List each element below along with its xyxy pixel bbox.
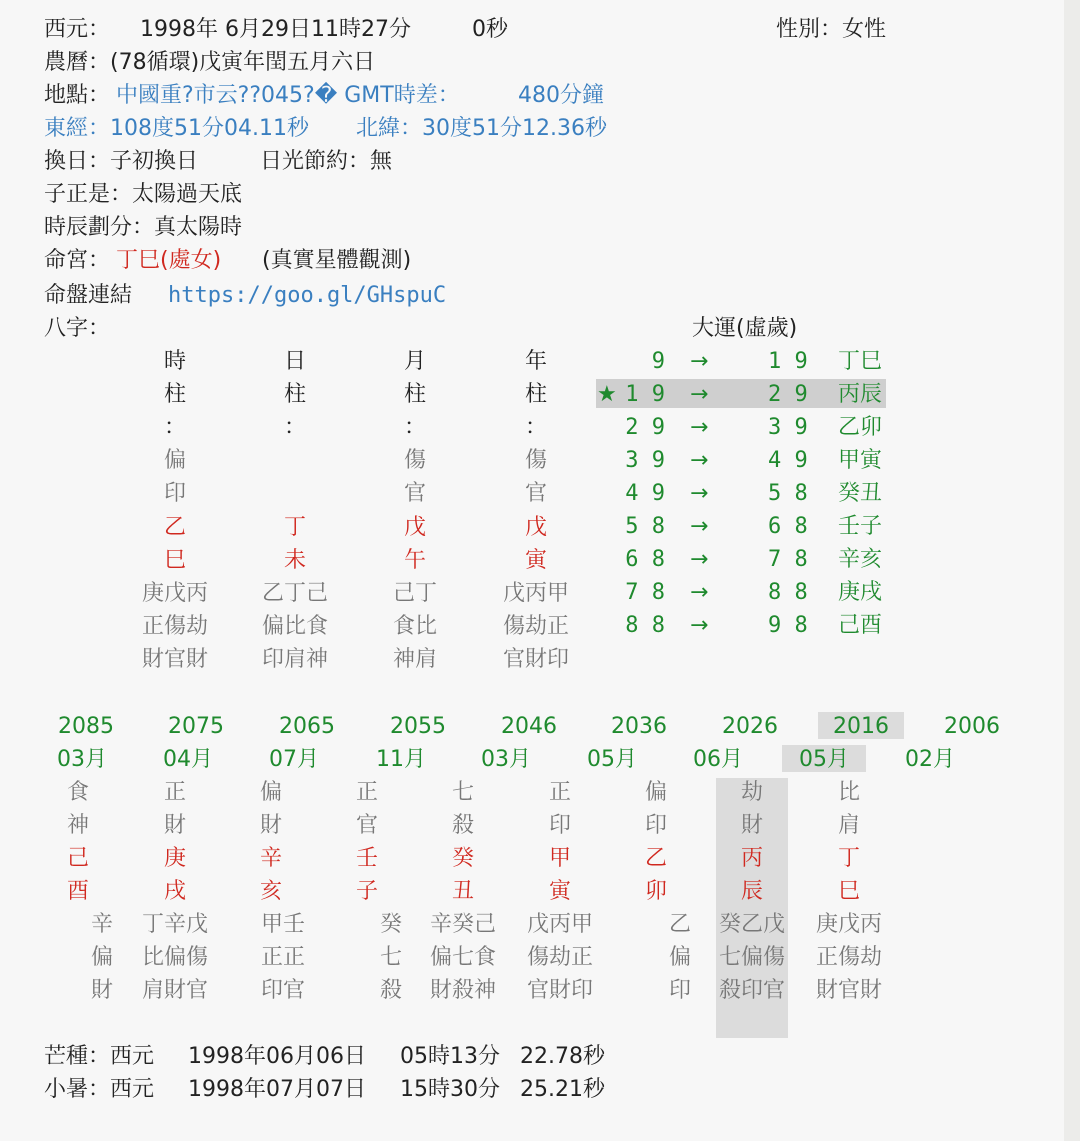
lunar-date: 農曆：(78循環)戊寅年閏五月六日: [44, 50, 376, 75]
timeline-hidden-stems: 丁辛戊: [141, 912, 209, 937]
pillar-h2: 柱: [524, 382, 548, 407]
timeline-god: 劫: [740, 780, 764, 805]
dayun-start-age: 6 8: [625, 547, 665, 572]
timeline-hidden-gods: 財官財: [815, 978, 883, 1003]
pillar-h1: 年: [524, 349, 548, 374]
pillar-h1: 日: [283, 349, 307, 374]
scrollbar-track[interactable]: [1064, 0, 1080, 1141]
solar-term-label: 芒種：西元: [44, 1044, 155, 1069]
pillar-h2: 柱: [283, 382, 307, 407]
timeline-god: 殺: [451, 813, 475, 838]
timeline-branch: 子: [355, 879, 379, 904]
dayun-arrow: →: [690, 580, 709, 605]
pillar-stem: 戊: [403, 515, 427, 540]
timeline-hidden-gods: 傷劫正: [526, 945, 594, 970]
pillar-hg2: 神肩: [392, 647, 438, 672]
timeline-hidden-gods: 財: [90, 978, 114, 1003]
pillar-god1: 傷: [403, 448, 427, 473]
pillar-h3: ：: [524, 415, 548, 440]
gregorian-date: 1998年 6月29日11時27分: [140, 17, 411, 42]
dayun-ganzhi: 丁巳: [838, 349, 883, 374]
dayun-current-star: ★: [597, 382, 617, 407]
dayun-end-age: 7 8: [768, 547, 808, 572]
timeline-month: 06月: [693, 747, 743, 772]
pillar-h1: 時: [163, 349, 187, 374]
pillar-hg2: 財官財: [141, 647, 209, 672]
timeline-branch: 戌: [163, 879, 187, 904]
timeline-year: 2085: [58, 714, 114, 739]
place-value: 中國重?市云??045?� GMT時差：: [116, 83, 460, 108]
ming-gong-label: 命宮：: [44, 248, 111, 273]
dst: 日光節約：無: [260, 149, 393, 174]
timeline-hidden-gods: 偏七食: [429, 945, 497, 970]
day-change: 換日：子初換日: [44, 149, 199, 174]
timeline-hidden-gods: 七偏傷: [718, 945, 786, 970]
timeline-hidden-stems: 癸乙戊: [718, 912, 786, 937]
timeline-year: 2046: [501, 714, 557, 739]
gregorian-seconds: 0秒: [472, 17, 508, 42]
zi-zheng: 子正是：太陽過天底: [44, 182, 243, 207]
timeline-hidden-gods: 七: [379, 945, 403, 970]
timeline-year: 2016: [833, 714, 889, 739]
gregorian-label: 西元：: [44, 17, 111, 42]
pillar-hg1: 食比: [392, 614, 438, 639]
timeline-hidden-gods: 殺: [379, 978, 403, 1003]
dayun-end-age: 3 9: [768, 415, 808, 440]
pillar-god1: 偏: [163, 448, 187, 473]
timeline-hidden-gods: 正正: [260, 945, 306, 970]
dayun-end-age: 2 9: [768, 382, 808, 407]
timeline-stem: 乙: [644, 846, 668, 871]
pillar-h3: ：: [163, 415, 187, 440]
pillar-god1: 傷: [524, 448, 548, 473]
timeline-hidden-stems: 辛癸己: [429, 912, 497, 937]
dayun-start-age: 9: [651, 349, 665, 374]
solar-term-label: 小暑：西元: [44, 1077, 155, 1102]
dayun-ganzhi: 丙辰: [838, 382, 883, 407]
pillar-hidden: 戊丙甲: [502, 581, 570, 606]
timeline-hidden-gods: 印: [668, 978, 692, 1003]
pillar-h1: 月: [403, 349, 427, 374]
solar-term-time: 05時13分: [400, 1044, 500, 1069]
timeline-month: 03月: [57, 747, 107, 772]
chart-link[interactable]: https://goo.gl/GHspuC: [168, 283, 447, 308]
pillar-hg1: 偏比食: [261, 614, 329, 639]
timeline-stem: 丁: [837, 846, 861, 871]
timeline-hidden-gods: 偏: [90, 945, 114, 970]
solar-term-seconds: 25.21秒: [520, 1077, 605, 1102]
timeline-god: 七: [451, 780, 475, 805]
timeline-hidden-stems: 戊丙甲: [526, 912, 594, 937]
timeline-branch: 辰: [740, 879, 764, 904]
pillar-branch: 未: [283, 548, 307, 573]
timeline-stem: 庚: [163, 846, 187, 871]
hour-division: 時辰劃分：真太陽時: [44, 215, 243, 240]
timeline-stem: 辛: [259, 846, 283, 871]
timeline-branch: 巳: [837, 879, 861, 904]
dayun-ganzhi: 己酉: [838, 613, 883, 638]
timeline-branch: 亥: [259, 879, 283, 904]
timeline-god: 偏: [259, 780, 283, 805]
timeline-god: 神: [66, 813, 90, 838]
timeline-year: 2036: [611, 714, 667, 739]
pillar-h2: 柱: [403, 382, 427, 407]
longitude: 東經：108度51分04.11秒: [44, 116, 309, 141]
pillar-branch: 午: [403, 548, 427, 573]
timeline-god: 肩: [837, 813, 861, 838]
solar-term-date: 1998年06月06日: [188, 1044, 366, 1069]
pillar-hg2: 印肩神: [261, 647, 329, 672]
timeline-god: 比: [837, 780, 861, 805]
dayun-end-age: 1 9: [768, 349, 808, 374]
timeline-god: 偏: [644, 780, 668, 805]
timeline-month: 04月: [163, 747, 213, 772]
pillar-h3: ：: [283, 415, 307, 440]
timeline-branch: 寅: [548, 879, 572, 904]
timeline-stem: 丙: [740, 846, 764, 871]
timeline-hidden-gods: 肩財官: [141, 978, 209, 1003]
pillar-hg2: 官財印: [502, 647, 570, 672]
pillar-god2: 印: [163, 481, 187, 506]
dayun-ganzhi: 癸丑: [838, 481, 883, 506]
dayun-end-age: 4 9: [768, 448, 808, 473]
place-label: 地點：: [44, 83, 111, 108]
dayun-arrow: →: [690, 415, 709, 440]
dayun-arrow: →: [690, 349, 709, 374]
timeline-god: 正: [355, 780, 379, 805]
dayun-arrow: →: [690, 382, 709, 407]
pillar-god2: 官: [524, 481, 548, 506]
timeline-hidden-gods: 財殺神: [429, 978, 497, 1003]
timeline-god: 正: [163, 780, 187, 805]
dayun-ganzhi: 辛亥: [838, 547, 883, 572]
solar-term-time: 15時30分: [400, 1077, 500, 1102]
dayun-start-age: 4 9: [625, 481, 665, 506]
dayun-ganzhi: 壬子: [838, 514, 883, 539]
timeline-month: 07月: [269, 747, 319, 772]
latitude: 北緯：30度51分12.36秒: [356, 116, 607, 141]
solar-term-seconds: 22.78秒: [520, 1044, 605, 1069]
timeline-hidden-stems: 辛: [90, 912, 114, 937]
timeline-branch: 丑: [451, 879, 475, 904]
gmt-offset: 480分鐘: [518, 83, 604, 108]
pillar-hidden: 己丁: [392, 581, 438, 606]
dayun-end-age: 9 8: [768, 613, 808, 638]
timeline-hidden-gods: 正傷劫: [815, 945, 883, 970]
pillar-hidden: 庚戊丙: [141, 581, 209, 606]
dayun-end-age: 6 8: [768, 514, 808, 539]
dayun-end-age: 5 8: [768, 481, 808, 506]
ming-gong-note: (真實星體觀測): [262, 248, 412, 273]
dayun-start-age: 1 9: [625, 382, 665, 407]
pillar-hg1: 傷劫正: [502, 614, 570, 639]
timeline-year: 2075: [168, 714, 224, 739]
timeline-year: 2055: [390, 714, 446, 739]
pillar-hidden: 乙丁己: [261, 581, 329, 606]
pillar-stem: 乙: [163, 515, 187, 540]
dayun-arrow: →: [690, 613, 709, 638]
timeline-god: 正: [548, 780, 572, 805]
pillar-h2: 柱: [163, 382, 187, 407]
timeline-stem: 甲: [548, 846, 572, 871]
timeline-god: 印: [548, 813, 572, 838]
timeline-hidden-stems: 癸: [379, 912, 403, 937]
pillar-god2: 官: [403, 481, 427, 506]
pillar-branch: 巳: [163, 548, 187, 573]
pillar-h3: ：: [403, 415, 427, 440]
bazi-label: 八字：: [44, 316, 111, 341]
timeline-year: 2006: [944, 714, 1000, 739]
timeline-god: 印: [644, 813, 668, 838]
timeline-year: 2065: [279, 714, 335, 739]
dayun-ganzhi: 甲寅: [838, 448, 883, 473]
dayun-start-age: 8 8: [625, 613, 665, 638]
pillar-branch: 寅: [524, 548, 548, 573]
dayun-start-age: 3 9: [625, 448, 665, 473]
pillar-stem: 丁: [283, 515, 307, 540]
timeline-god: 官: [355, 813, 379, 838]
timeline-stem: 壬: [355, 846, 379, 871]
solar-term-date: 1998年07月07日: [188, 1077, 366, 1102]
dayun-arrow: →: [690, 547, 709, 572]
dayun-end-age: 8 8: [768, 580, 808, 605]
timeline-god: 財: [740, 813, 764, 838]
timeline-month: 02月: [905, 747, 955, 772]
timeline-god: 財: [163, 813, 187, 838]
timeline-hidden-stems: 乙: [668, 912, 692, 937]
dayun-arrow: →: [690, 448, 709, 473]
timeline-month: 05月: [799, 747, 849, 772]
ming-gong-value: 丁巳(處女): [116, 248, 222, 273]
timeline-year: 2026: [722, 714, 778, 739]
dayun-ganzhi: 乙卯: [838, 415, 883, 440]
timeline-month: 05月: [587, 747, 637, 772]
timeline-month: 11月: [376, 747, 426, 772]
timeline-hidden-gods: 偏: [668, 945, 692, 970]
timeline-branch: 卯: [644, 879, 668, 904]
timeline-branch: 酉: [66, 879, 90, 904]
timeline-hidden-gods: 殺印官: [718, 978, 786, 1003]
dayun-start-age: 7 8: [625, 580, 665, 605]
timeline-month: 03月: [481, 747, 531, 772]
timeline-hidden-gods: 官財印: [526, 978, 594, 1003]
gender: 性別：女性: [776, 17, 887, 42]
timeline-stem: 己: [66, 846, 90, 871]
timeline-stem: 癸: [451, 846, 475, 871]
pillar-hg1: 正傷劫: [141, 614, 209, 639]
timeline-hidden-gods: 印官: [260, 978, 306, 1003]
chart-link-label: 命盤連結: [44, 283, 133, 308]
dayun-start-age: 5 8: [625, 514, 665, 539]
timeline-god: 食: [66, 780, 90, 805]
timeline-hidden-stems: 庚戊丙: [815, 912, 883, 937]
dayun-title: 大運(虛歲): [692, 316, 798, 341]
timeline-hidden-gods: 比偏傷: [141, 945, 209, 970]
pillar-stem: 戊: [524, 515, 548, 540]
dayun-ganzhi: 庚戌: [838, 580, 883, 605]
dayun-start-age: 2 9: [625, 415, 665, 440]
dayun-arrow: →: [690, 514, 709, 539]
dayun-arrow: →: [690, 481, 709, 506]
timeline-god: 財: [259, 813, 283, 838]
timeline-hidden-stems: 甲壬: [260, 912, 306, 937]
